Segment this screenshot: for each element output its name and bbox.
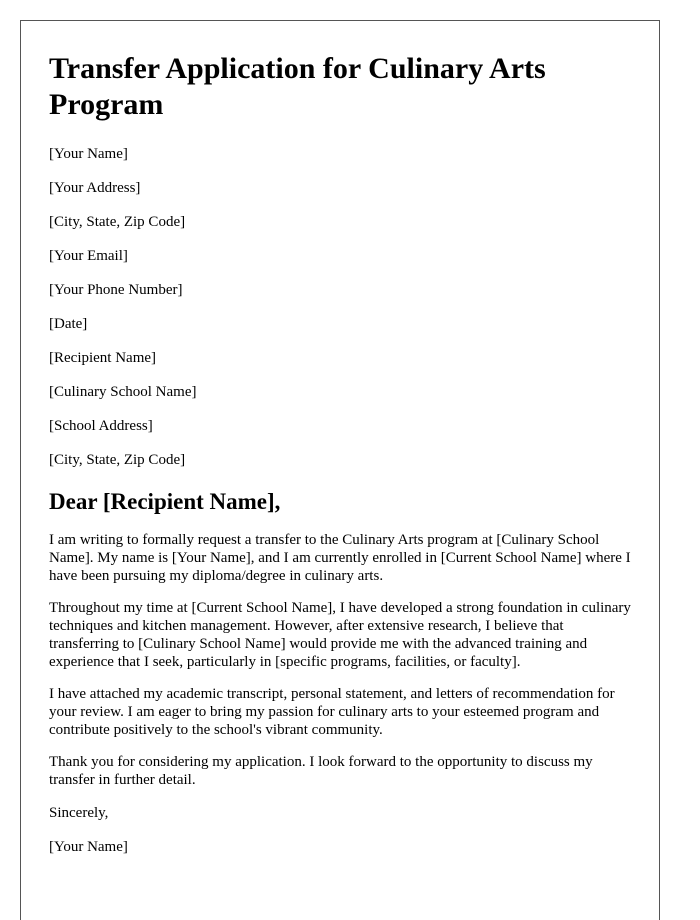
recipient-name: [Recipient Name] <box>49 350 157 366</box>
recipient-address: [School Address] <box>49 418 153 434</box>
body-paragraph: I have attached my academic transcript, personal statement, and letters of recommendation for your review. I am eager to bring my passion for culinary arts to your esteemed program and contribute positively to the school's vibrant community. <box>49 686 615 738</box>
salutation: Dear [Recipient Name], <box>49 489 281 514</box>
closing: Sincerely, <box>49 805 109 821</box>
signature: [Your Name] <box>49 839 128 855</box>
sender-address: [Your Address] <box>49 180 141 196</box>
recipient-school: [Culinary School Name] <box>49 384 197 400</box>
sender-name: [Your Name] <box>49 146 128 162</box>
sender-email: [Your Email] <box>49 248 128 264</box>
sender-city-state-zip: [City, State, Zip Code] <box>49 214 186 230</box>
letter-body <box>49 531 631 789</box>
letter-page <box>20 20 660 920</box>
sender-block <box>49 143 631 301</box>
letter-title: Transfer Application for Culinary Arts Program <box>49 52 546 121</box>
sender-phone: [Your Phone Number] <box>49 282 183 298</box>
letter-date: [Date] <box>49 316 88 332</box>
recipient-city-state-zip: [City, State, Zip Code] <box>49 452 186 468</box>
recipient-block <box>49 347 631 471</box>
body-paragraph: Thank you for considering my application. I look forward to the opportunity to discuss my transfer in further detail. <box>49 754 593 788</box>
body-paragraph: I am writing to formally request a transfer to the Culinary Arts program at [Culinary School Name]. My name is [Your Name], and I am currently enrolled in [Current School Name] where I have been pursuing my diploma/degree in culinary arts. <box>49 532 631 584</box>
body-paragraph: Throughout my time at [Current School Name], I have developed a strong foundation in culinary techniques and kitchen management. However, after extensive research, I believe that transferring to [Culinary School Name] would provide me with the advanced training and experience that I seek, particularly in [specific programs, facilities, or faculty]. <box>49 600 631 670</box>
